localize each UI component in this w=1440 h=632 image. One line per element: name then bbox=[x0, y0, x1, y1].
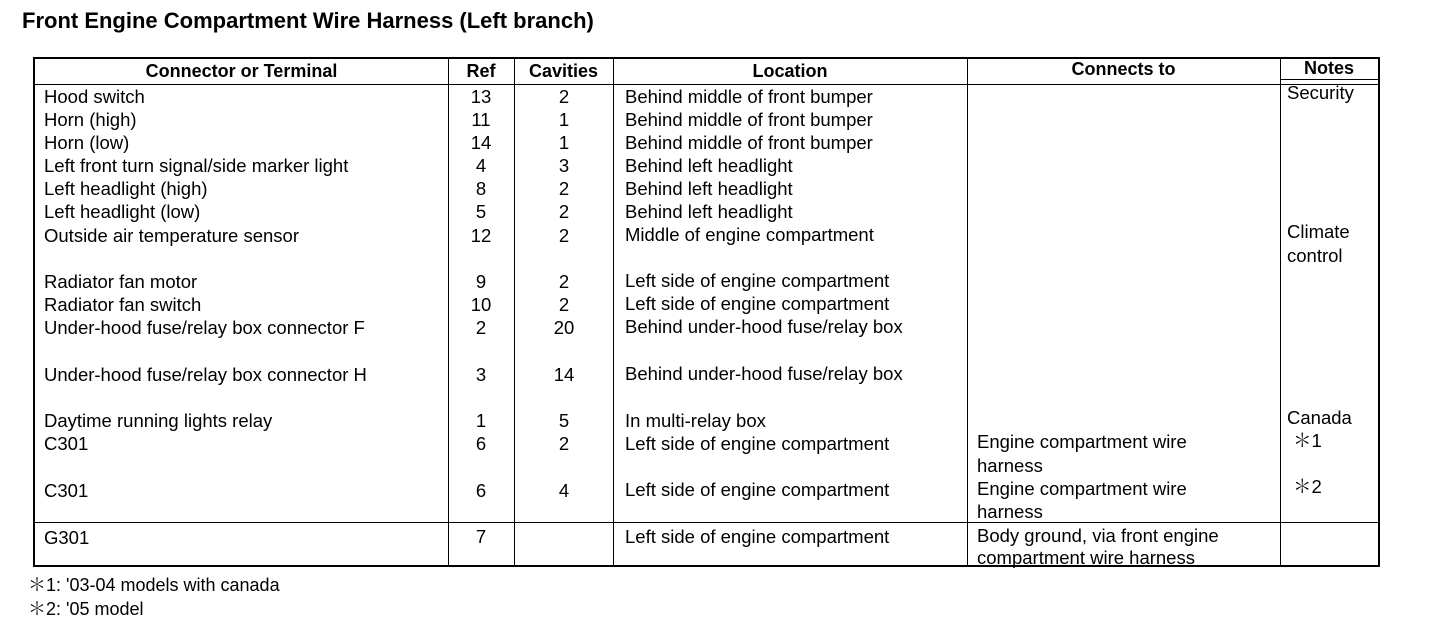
footnote-2: ＊2: '05 model bbox=[28, 599, 144, 619]
cell-connector: Hood switch bbox=[44, 86, 145, 107]
cell-connector: Radiator fan switch bbox=[44, 294, 202, 315]
cell-connector: Left headlight (high) bbox=[44, 178, 208, 199]
cell-ref: 14 bbox=[470, 132, 492, 153]
cell-ref: 13 bbox=[470, 86, 492, 107]
header-connects-to: Connects to bbox=[1071, 59, 1176, 79]
cell-ref: 2 bbox=[475, 317, 487, 338]
cell-cavities: 4 bbox=[558, 480, 570, 501]
footnote-1: ＊1: '03-04 models with canada bbox=[28, 575, 280, 595]
cell-connector: G301 bbox=[44, 527, 90, 548]
notes-header-rule bbox=[1280, 79, 1378, 80]
cell-cavities: 5 bbox=[558, 410, 570, 431]
wire-harness-table bbox=[33, 57, 1380, 567]
cell-connects-to: Engine compartment wire bbox=[977, 478, 1187, 499]
column-divider bbox=[967, 59, 968, 565]
cell-connects-to-cont: harness bbox=[977, 501, 1043, 522]
cell-cavities: 20 bbox=[553, 317, 575, 338]
cell-connector: Outside air temperature sensor bbox=[44, 225, 300, 246]
cell-connector: Daytime running lights relay bbox=[44, 410, 273, 431]
cell-ref: 4 bbox=[475, 155, 487, 176]
cell-location: In multi-relay box bbox=[625, 410, 766, 431]
column-divider bbox=[1280, 59, 1281, 565]
cell-cavities: 2 bbox=[558, 201, 570, 222]
cell-location: Behind left headlight bbox=[625, 178, 793, 199]
cell-location: Left side of engine compartment bbox=[625, 479, 890, 500]
cell-cavities: 3 bbox=[558, 155, 570, 176]
cell-cavities: 2 bbox=[558, 271, 570, 292]
cell-ref: 6 bbox=[475, 433, 487, 454]
cell-notes: Climate bbox=[1287, 221, 1350, 242]
cell-connects-to: Engine compartment wire bbox=[977, 431, 1187, 452]
cell-location: Behind left headlight bbox=[625, 155, 793, 176]
header-cavities: Cavities bbox=[528, 61, 599, 81]
cell-ref: 9 bbox=[475, 271, 487, 292]
section-rule bbox=[35, 522, 1378, 523]
cell-ref: 8 bbox=[475, 178, 487, 199]
cell-connector: Under-hood fuse/relay box connector H bbox=[44, 364, 367, 385]
cell-cavities: 14 bbox=[553, 364, 575, 385]
cell-location: Behind under-hood fuse/relay box bbox=[625, 363, 903, 384]
cell-ref: 1 bbox=[475, 410, 487, 431]
cell-ref: 7 bbox=[475, 526, 487, 547]
cell-ref: 12 bbox=[470, 225, 492, 246]
cell-connector: Radiator fan motor bbox=[44, 271, 198, 292]
cell-connector: Horn (high) bbox=[44, 109, 137, 130]
cell-ref: 10 bbox=[470, 294, 492, 315]
cell-notes: Canada bbox=[1287, 407, 1352, 428]
cell-connects-to-cont: harness bbox=[977, 455, 1043, 476]
page-title: Front Engine Compartment Wire Harness (Left branch) bbox=[22, 8, 594, 33]
cell-connector: Left front turn signal/side marker light bbox=[44, 155, 349, 176]
cell-notes: ＊2 bbox=[1293, 476, 1322, 497]
cell-location: Middle of engine compartment bbox=[625, 224, 874, 245]
header-connector: Connector or Terminal bbox=[145, 61, 338, 81]
cell-location: Behind middle of front bumper bbox=[625, 86, 873, 107]
cell-connector: Under-hood fuse/relay box connector F bbox=[44, 317, 365, 338]
cell-cavities: 1 bbox=[558, 132, 570, 153]
cell-notes-cont: control bbox=[1287, 245, 1343, 266]
cell-connector: Horn (low) bbox=[44, 132, 130, 153]
header-location: Location bbox=[752, 61, 828, 81]
cell-connector: C301 bbox=[44, 433, 89, 454]
cell-connects-to: Body ground, via front engine bbox=[977, 525, 1219, 546]
cell-location: Left side of engine compartment bbox=[625, 293, 890, 314]
cell-cavities: 2 bbox=[558, 225, 570, 246]
cell-location: Behind middle of front bumper bbox=[625, 109, 873, 130]
cell-notes: ＊1 bbox=[1293, 430, 1322, 451]
column-divider bbox=[613, 59, 614, 565]
cell-connector: C301 bbox=[44, 480, 89, 501]
cell-location: Left side of engine compartment bbox=[625, 270, 890, 291]
cell-ref: 6 bbox=[475, 480, 487, 501]
cell-cavities: 2 bbox=[558, 178, 570, 199]
cell-ref: 11 bbox=[471, 109, 491, 130]
cell-cavities: 2 bbox=[558, 294, 570, 315]
cell-cavities: 2 bbox=[558, 433, 570, 454]
cell-location: Behind left headlight bbox=[625, 201, 793, 222]
cell-location: Behind under-hood fuse/relay box bbox=[625, 316, 903, 337]
cell-cavities: 1 bbox=[558, 109, 570, 130]
cell-connects-to-cont: compartment wire harness bbox=[977, 547, 1195, 568]
cell-ref: 3 bbox=[475, 364, 487, 385]
cell-location: Behind middle of front bumper bbox=[625, 132, 873, 153]
cell-ref: 5 bbox=[475, 201, 487, 222]
cell-location: Left side of engine compartment bbox=[625, 526, 890, 547]
cell-location: Left side of engine compartment bbox=[625, 433, 890, 454]
header-notes: Notes bbox=[1303, 58, 1354, 78]
header-ref: Ref bbox=[466, 61, 496, 81]
cell-notes: Security bbox=[1287, 82, 1354, 103]
cell-cavities: 2 bbox=[558, 86, 570, 107]
cell-connector: Left headlight (low) bbox=[44, 201, 201, 222]
